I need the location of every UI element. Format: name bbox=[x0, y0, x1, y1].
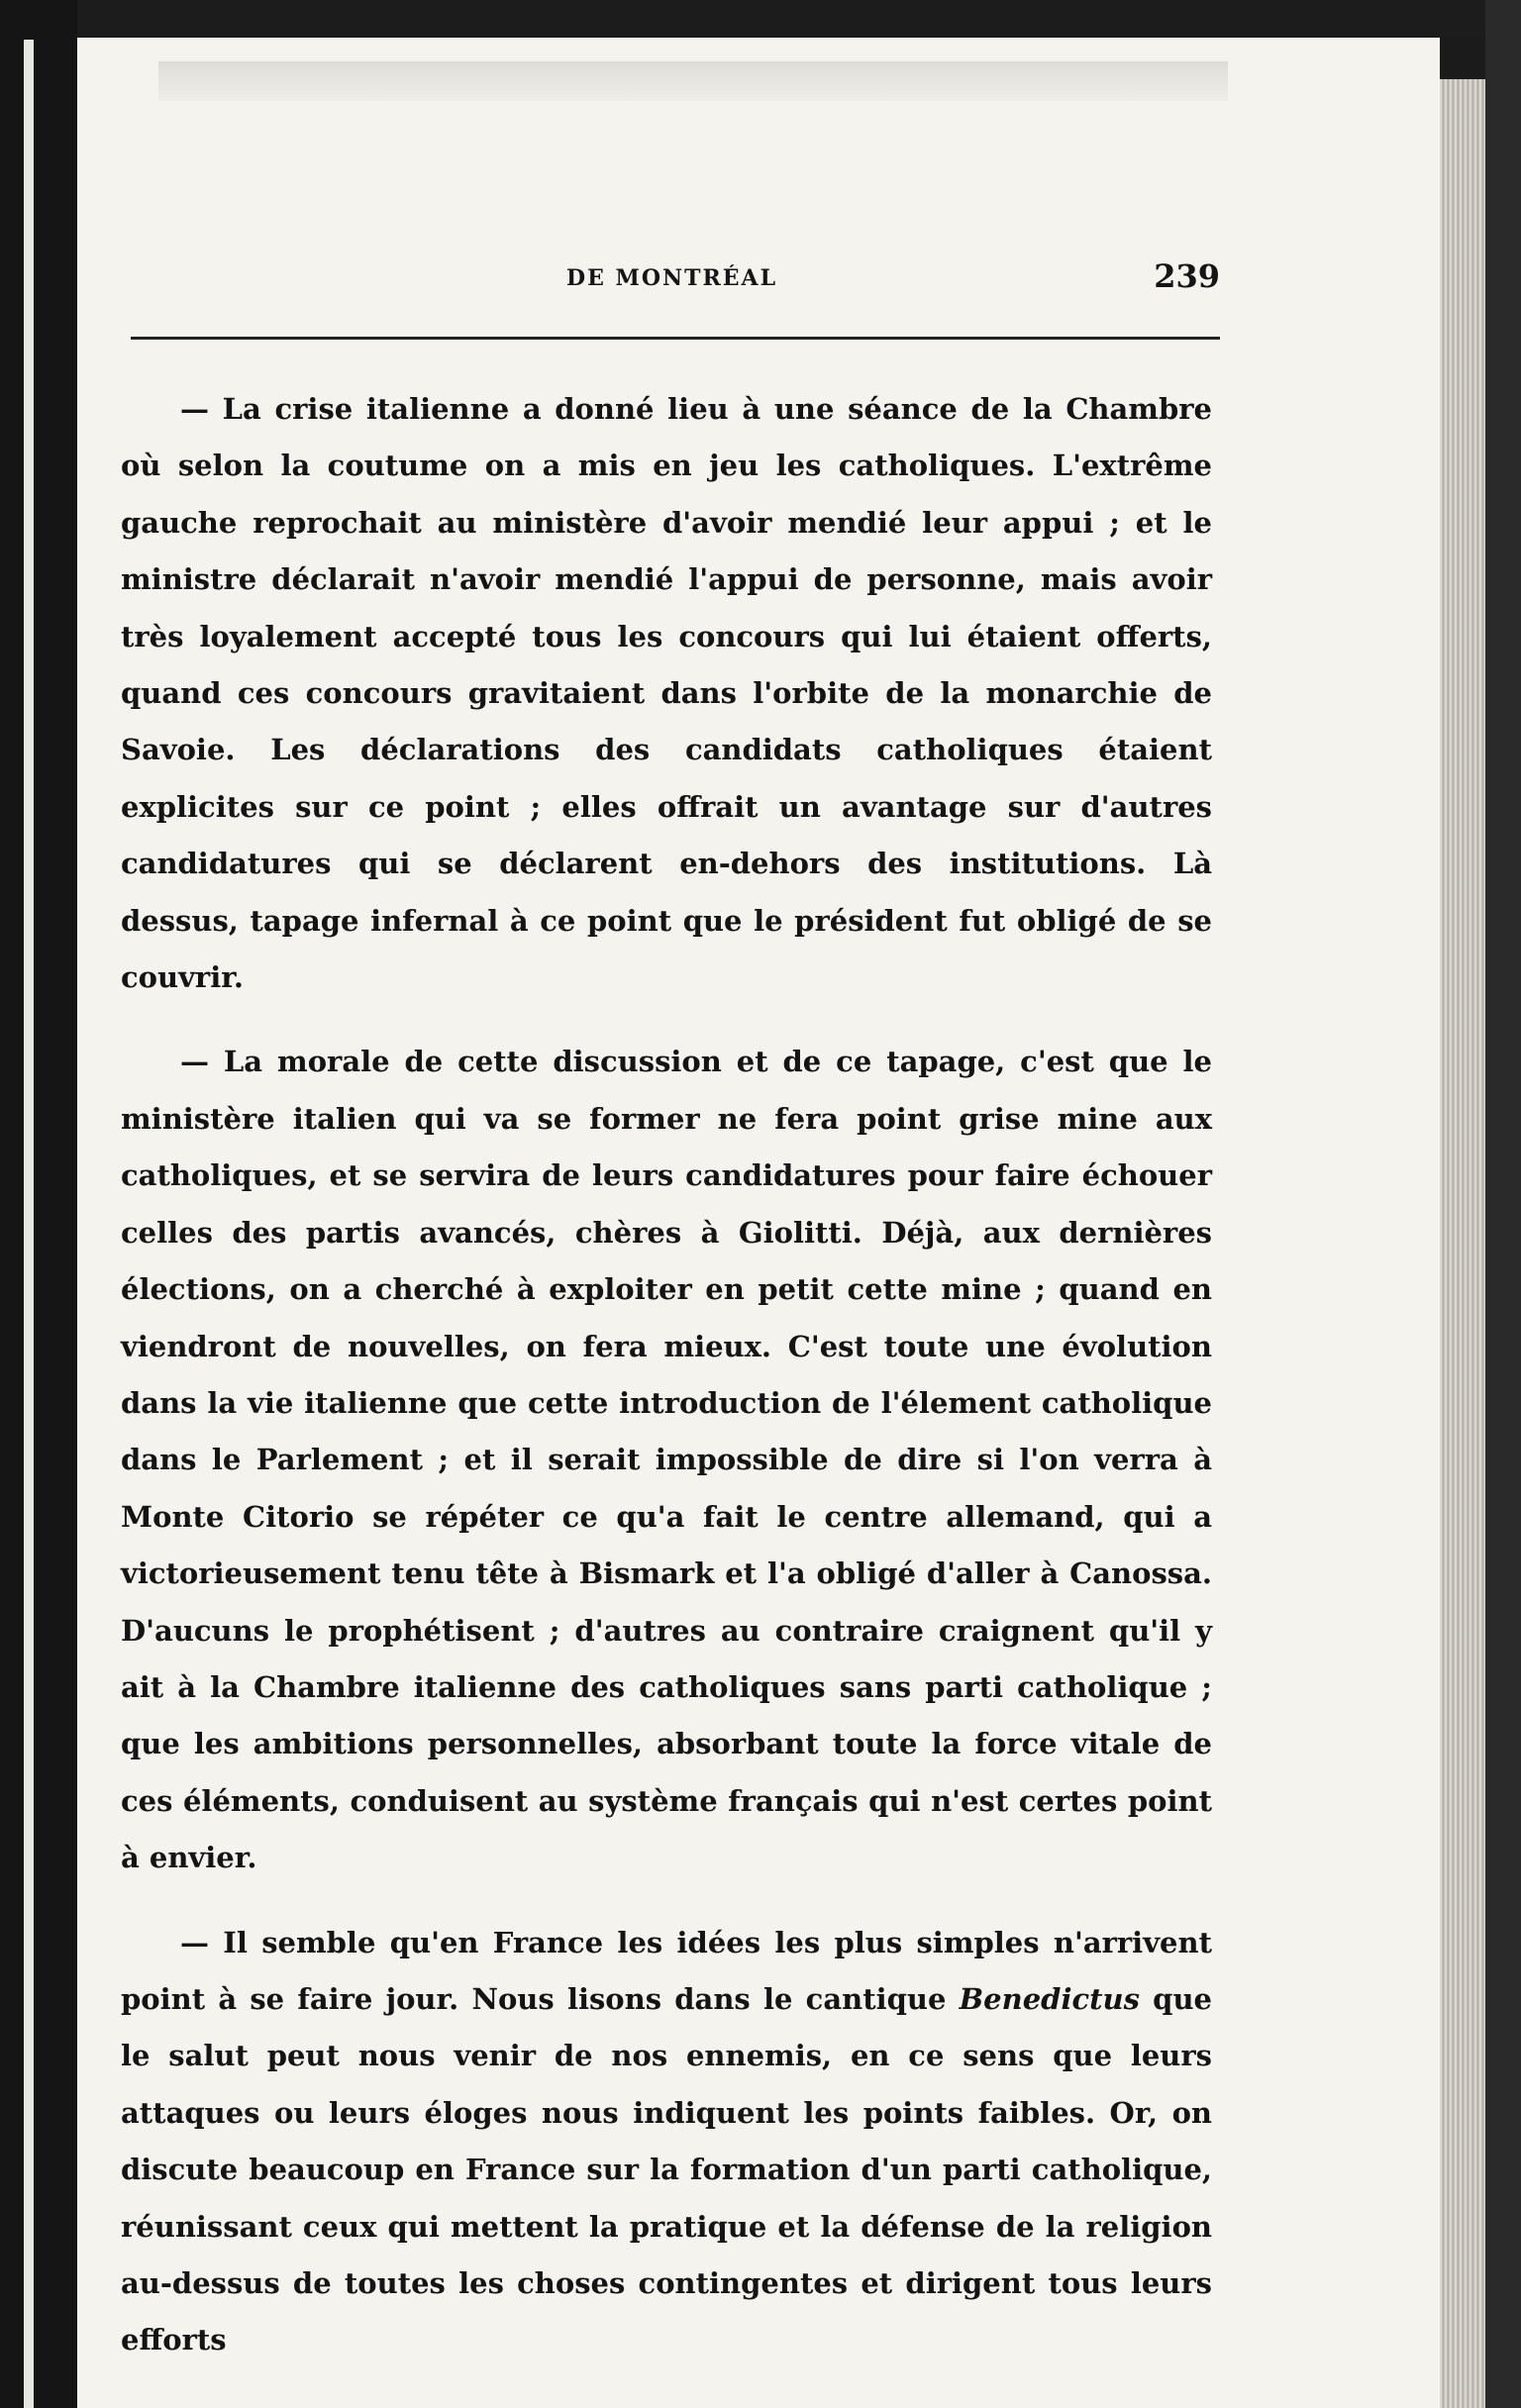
show-through-bleed bbox=[158, 61, 1228, 101]
paragraph: — La morale de cette discussion et de ce tapage, c'est que le ministère italien qui va se former ne fera point grise mine aux catholiques, et se servira de leurs candidatures pour faire échouer celles des partis avancés, chères à Giolitti. Déjà, aux dernières élections, on a cherché à exploiter en petit cette mine ; quand en viendront de nouvelles, on fera mieux. C'est toute une évolution dans la vie italienne que cette introduction de l'élement catholique dans le Parlement ; et il serait impossible de dire si l'on verra à Monte Citorio se répéter ce qu'a fait le centre allemand, qui a victorieusement tenu tête à Bismark et l'a obligé d'aller à Canossa. D'aucuns le prophétisent ; d'autres au contraire craignent qu'il y ait à la Chambre italienne des catholiques sans parti catholique ; que les ambitions personnelles, absorbant toute la force vitale de ces éléments, conduisent au système français qui n'est certes point à envier. bbox=[121, 1045, 1212, 1875]
page-edges bbox=[1440, 79, 1485, 2408]
paragraph: — La crise italienne a donné lieu à une séance de la Chambre où selon la coutume on a mis en jeu les catholiques. L'extrême gauche reprochait au ministère d'avoir mendié leur appui ; et le ministre déclarait n'avoir mendié l'appui de personne, mais avoir très loyalement accepté tous les concours qui lui étaient offerts, quand ces concours gravitaient dans l'orbite de la monarchie de Savoie. Les déclarations des candidats catholiques étaient explicites sur ce point ; elles offrait un avantage sur d'autres candidatures qui se déclarent en-dehors des institutions. Là dessus, tapage infernal à ce point que le président fut obligé de se couvrir. bbox=[121, 392, 1212, 995]
text-run: que le salut peut nous venir de nos ennemis, en ce sens que leurs attaques ou leurs éloges nous indiquent les points faibles. Or, on discute beaucoup en France sur la formation d'un parti catholique, réunissant ceux qui mettent la pratique et la défense de la religion au-dessus de toutes les choses contingentes et dirigent tous leurs efforts bbox=[121, 1981, 1212, 2358]
running-title: DE MONTRÉAL bbox=[566, 265, 778, 291]
scan-top-border bbox=[77, 0, 1521, 38]
page-number: 239 bbox=[1154, 257, 1220, 295]
italic-title: Benedictus bbox=[959, 1981, 1140, 2016]
header-rule bbox=[131, 337, 1220, 340]
paragraph bbox=[121, 1915, 1212, 2369]
running-header bbox=[131, 257, 1220, 303]
page-body bbox=[121, 381, 1212, 2369]
scan-right-border bbox=[1485, 0, 1521, 2408]
text-run: — Il semble qu'en France les idées les plus simples n'arrivent point à se faire jour. Nous lisons dans le cantique bbox=[121, 1925, 1212, 2016]
book-gutter bbox=[0, 0, 77, 2408]
facing-page-edge bbox=[24, 40, 34, 2408]
